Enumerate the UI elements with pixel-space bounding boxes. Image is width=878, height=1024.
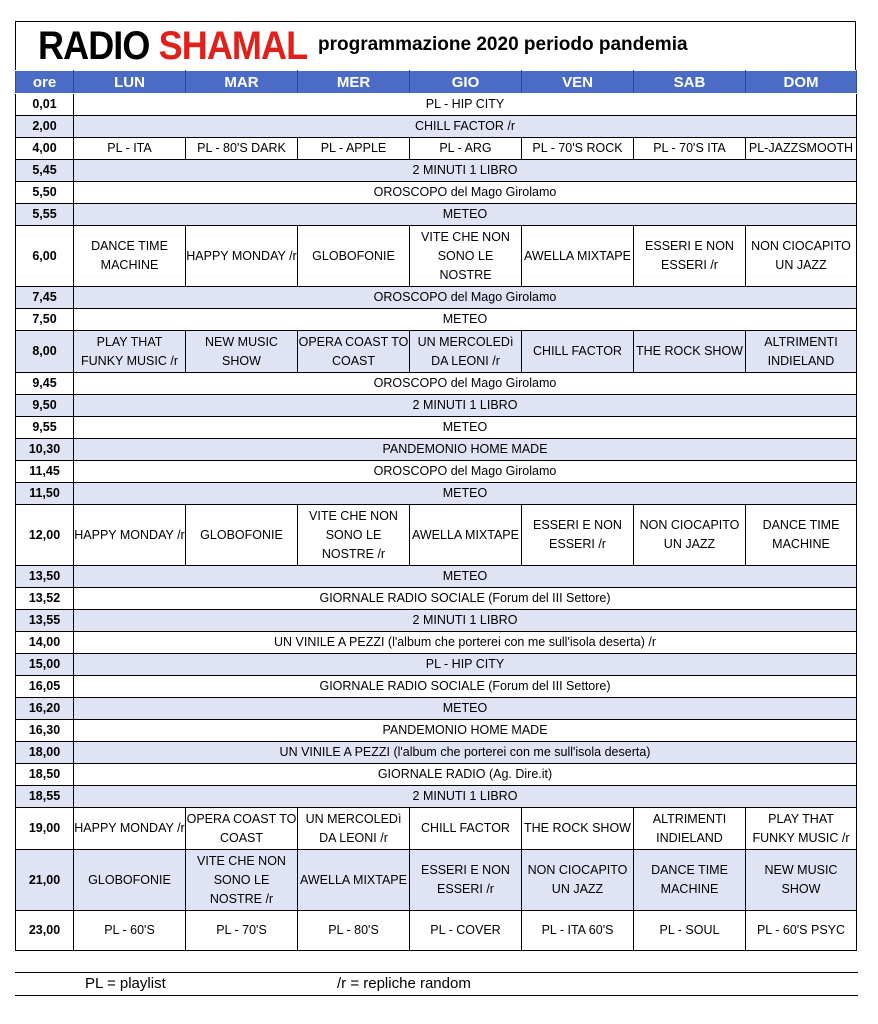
time-cell: 11,50 [16, 483, 74, 505]
page-title: programmazione 2020 periodo pandemia [318, 34, 688, 55]
program-cell: PL - 60'S PSYC [746, 911, 857, 951]
time-cell: 23,00 [16, 911, 74, 951]
program-cell-all-week: PANDEMONIO HOME MADE [74, 439, 857, 461]
program-cell-all-week: PL - HIP CITY [74, 94, 857, 116]
program-cell: ESSERI E NON ESSERI /r [410, 850, 522, 911]
time-cell: 16,30 [16, 720, 74, 742]
schedule-row [16, 588, 857, 610]
program-cell-all-week: OROSCOPO del Mago Girolamo [74, 373, 857, 395]
time-cell: 11,45 [16, 461, 74, 483]
program-cell: NEW MUSIC SHOW [186, 331, 298, 373]
program-cell: VITE CHE NON SONO LE NOSTRE /r [298, 505, 410, 566]
time-cell: 5,50 [16, 182, 74, 204]
schedule-row [16, 417, 857, 439]
time-cell: 14,00 [16, 632, 74, 654]
schedule-row [16, 654, 857, 676]
logo-radio-word: RADIO [38, 24, 150, 68]
program-cell: CHILL FACTOR [410, 808, 522, 850]
schedule-row [16, 309, 857, 331]
schedule-row [16, 182, 857, 204]
program-cell: NON CIOCAPITO UN JAZZ [634, 505, 746, 566]
schedule-table [15, 70, 857, 951]
program-cell-all-week: METEO [74, 566, 857, 588]
program-cell: ESSERI E NON ESSERI /r [522, 505, 634, 566]
program-cell: PL - ARG [410, 138, 522, 160]
program-cell: HAPPY MONDAY /r [186, 226, 298, 287]
schedule-row [16, 720, 857, 742]
day-header-row [16, 71, 857, 94]
col-header-dom: DOM [746, 71, 857, 94]
schedule-body [16, 94, 857, 951]
program-cell-all-week: PL - HIP CITY [74, 654, 857, 676]
schedule-row [16, 287, 857, 309]
program-cell-all-week: GIORNALE RADIO SOCIALE (Forum del III Settore) [74, 676, 857, 698]
program-cell: HAPPY MONDAY /r [74, 505, 186, 566]
schedule-row [16, 94, 857, 116]
program-cell: UN MERCOLEDì DA LEONI /r [410, 331, 522, 373]
program-cell: PL - 60'S [74, 911, 186, 951]
program-cell: PL - ITA 60'S [522, 911, 634, 951]
program-cell: DANCE TIME MACHINE [746, 505, 857, 566]
program-cell: AWELLA MIXTAPE [298, 850, 410, 911]
program-cell: AWELLA MIXTAPE [522, 226, 634, 287]
program-cell: PL - 70'S ITA [634, 138, 746, 160]
col-header-sab: SAB [634, 71, 746, 94]
program-cell: PLAY THAT FUNKY MUSIC /r [74, 331, 186, 373]
schedule-row [16, 911, 857, 951]
program-cell-all-week: 2 MINUTI 1 LIBRO [74, 395, 857, 417]
program-cell-all-week: 2 MINUTI 1 LIBRO [74, 786, 857, 808]
program-cell: PL - APPLE [298, 138, 410, 160]
program-cell: UN MERCOLEDì DA LEONI /r [298, 808, 410, 850]
schedule-row [16, 764, 857, 786]
time-cell: 21,00 [16, 850, 74, 911]
program-cell: NON CIOCAPITO UN JAZZ [522, 850, 634, 911]
col-header-ore: ore [16, 71, 74, 94]
time-cell: 16,20 [16, 698, 74, 720]
schedule-row [16, 808, 857, 850]
program-cell-all-week: OROSCOPO del Mago Girolamo [74, 182, 857, 204]
program-cell-all-week: CHILL FACTOR /r [74, 116, 857, 138]
time-cell: 9,55 [16, 417, 74, 439]
col-header-lun: LUN [74, 71, 186, 94]
program-cell: ESSERI E NON ESSERI /r [634, 226, 746, 287]
program-cell-all-week: GIORNALE RADIO SOCIALE (Forum del III Settore) [74, 588, 857, 610]
program-cell: HAPPY MONDAY /r [74, 808, 186, 850]
program-cell-all-week: OROSCOPO del Mago Girolamo [74, 287, 857, 309]
legend-replay: /r = repliche random [337, 975, 471, 992]
time-cell: 18,50 [16, 764, 74, 786]
time-cell: 18,00 [16, 742, 74, 764]
schedule-row [16, 632, 857, 654]
time-cell: 5,45 [16, 160, 74, 182]
schedule-row [16, 204, 857, 226]
schedule-row [16, 566, 857, 588]
program-cell: PL - 70'S [186, 911, 298, 951]
time-cell: 19,00 [16, 808, 74, 850]
program-cell: VITE CHE NON SONO LE NOSTRE /r [186, 850, 298, 911]
program-cell: THE ROCK SHOW [634, 331, 746, 373]
col-header-mar: MAR [186, 71, 298, 94]
schedule-row [16, 461, 857, 483]
schedule-row [16, 226, 857, 287]
program-cell: VITE CHE NON SONO LE NOSTRE [410, 226, 522, 287]
program-cell: ALTRIMENTI INDIELAND [746, 331, 857, 373]
time-cell: 8,00 [16, 331, 74, 373]
time-cell: 13,50 [16, 566, 74, 588]
col-header-mer: MER [298, 71, 410, 94]
program-cell: PL - ITA [74, 138, 186, 160]
program-cell: PLAY THAT FUNKY MUSIC /r [746, 808, 857, 850]
schedule-row [16, 610, 857, 632]
time-cell: 16,05 [16, 676, 74, 698]
program-cell: PL - COVER [410, 911, 522, 951]
time-cell: 12,00 [16, 505, 74, 566]
time-cell: 9,50 [16, 395, 74, 417]
time-cell: 9,45 [16, 373, 74, 395]
schedule-row [16, 505, 857, 566]
schedule-row [16, 160, 857, 182]
schedule-row [16, 373, 857, 395]
time-cell: 7,45 [16, 287, 74, 309]
program-cell-all-week: OROSCOPO del Mago Girolamo [74, 461, 857, 483]
legend-playlist: PL = playlist [85, 975, 166, 992]
time-cell: 13,52 [16, 588, 74, 610]
schedule-row [16, 116, 857, 138]
program-cell: NEW MUSIC SHOW [746, 850, 857, 911]
program-cell: THE ROCK SHOW [522, 808, 634, 850]
schedule-row [16, 439, 857, 461]
program-cell-all-week: UN VINILE A PEZZI (l'album che porterei con me sull'isola deserta) [74, 742, 857, 764]
program-cell-all-week: GIORNALE RADIO (Ag. Dire.it) [74, 764, 857, 786]
program-cell: DANCE TIME MACHINE [634, 850, 746, 911]
program-cell: PL - 70'S ROCK [522, 138, 634, 160]
program-cell-all-week: METEO [74, 698, 857, 720]
program-cell: GLOBOFONIE [298, 226, 410, 287]
time-cell: 5,55 [16, 204, 74, 226]
program-cell: OPERA COAST TO COAST [298, 331, 410, 373]
program-cell: CHILL FACTOR [522, 331, 634, 373]
time-cell: 18,55 [16, 786, 74, 808]
program-cell: OPERA COAST TO COAST [186, 808, 298, 850]
program-cell: NON CIOCAPITO UN JAZZ [746, 226, 857, 287]
program-cell-all-week: METEO [74, 417, 857, 439]
schedule-row [16, 742, 857, 764]
program-cell-all-week: UN VINILE A PEZZI (l'album che porterei con me sull'isola deserta) /r [74, 632, 857, 654]
legend [15, 972, 858, 996]
col-header-gio: GIO [410, 71, 522, 94]
program-cell: PL-JAZZSMOOTH [746, 138, 857, 160]
program-cell-all-week: 2 MINUTI 1 LIBRO [74, 610, 857, 632]
radio-shamal-logo [38, 24, 307, 68]
program-cell-all-week: METEO [74, 204, 857, 226]
program-cell-all-week: METEO [74, 483, 857, 505]
schedule-row [16, 395, 857, 417]
time-cell: 13,55 [16, 610, 74, 632]
col-header-ven: VEN [522, 71, 634, 94]
program-cell: GLOBOFONIE [186, 505, 298, 566]
schedule-row [16, 850, 857, 911]
program-cell: DANCE TIME MACHINE [74, 226, 186, 287]
logo-shamal-word: SHAMAL [158, 24, 308, 68]
header [15, 21, 856, 70]
time-cell: 7,50 [16, 309, 74, 331]
schedule-row [16, 786, 857, 808]
program-cell: AWELLA MIXTAPE [410, 505, 522, 566]
program-cell: ALTRIMENTI INDIELAND [634, 808, 746, 850]
time-cell: 10,30 [16, 439, 74, 461]
program-cell-all-week: 2 MINUTI 1 LIBRO [74, 160, 857, 182]
time-cell: 0,01 [16, 94, 74, 116]
program-cell-all-week: PANDEMONIO HOME MADE [74, 720, 857, 742]
time-cell: 4,00 [16, 138, 74, 160]
program-cell: PL - 80'S DARK [186, 138, 298, 160]
time-cell: 15,00 [16, 654, 74, 676]
schedule-row [16, 331, 857, 373]
schedule-row [16, 483, 857, 505]
program-cell: GLOBOFONIE [74, 850, 186, 911]
program-cell-all-week: METEO [74, 309, 857, 331]
program-cell: PL - 80'S [298, 911, 410, 951]
schedule-row [16, 138, 857, 160]
time-cell: 2,00 [16, 116, 74, 138]
program-cell: PL - SOUL [634, 911, 746, 951]
schedule-row [16, 698, 857, 720]
schedule-row [16, 676, 857, 698]
time-cell: 6,00 [16, 226, 74, 287]
